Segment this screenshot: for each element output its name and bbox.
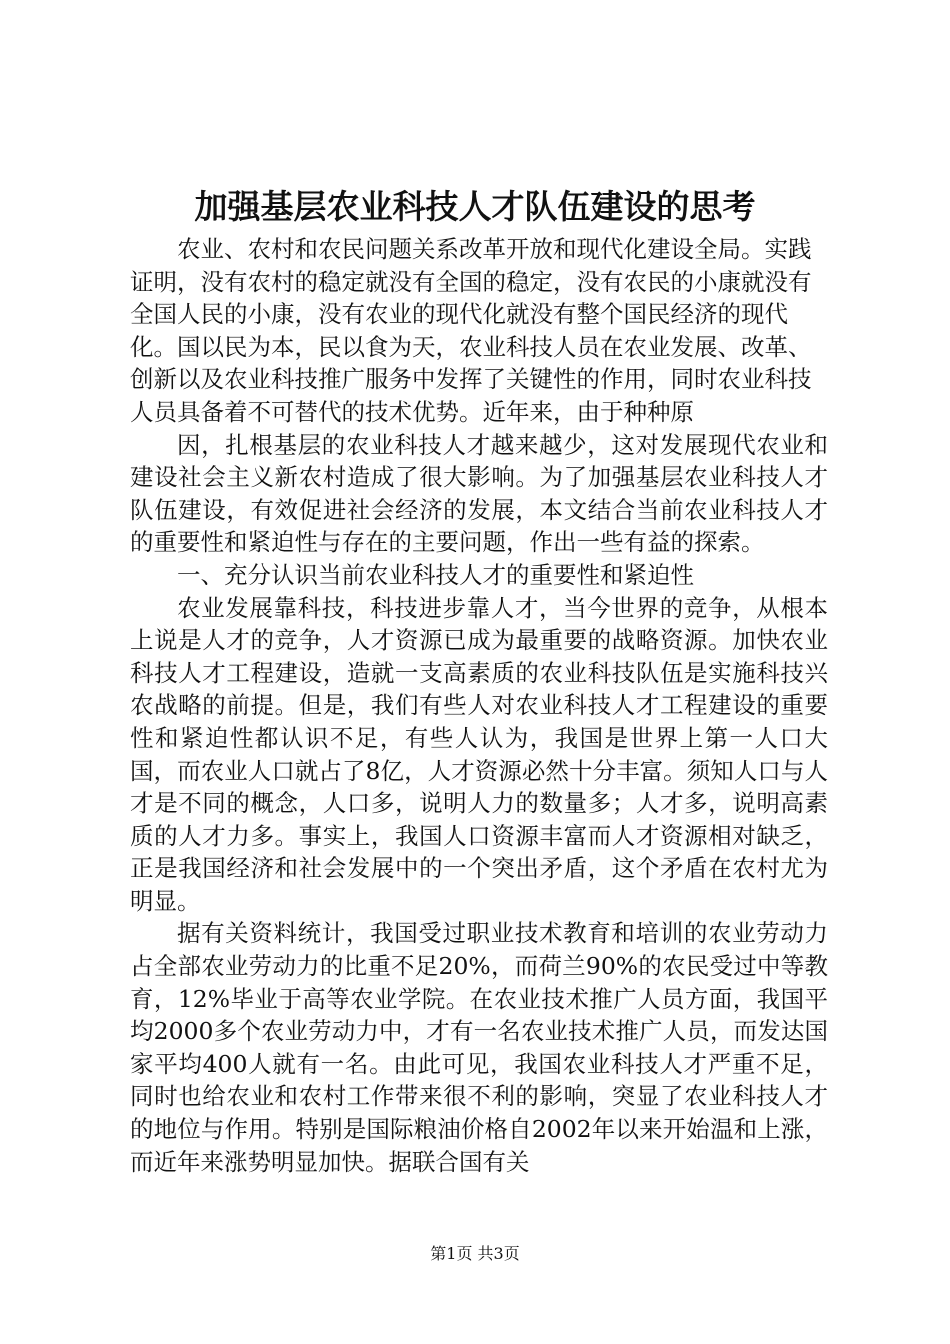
section-heading-1: 一、充分认识当前农业科技人才的重要性和紧迫性	[177, 560, 694, 589]
page-number-footer: 第1页 共3页	[430, 1244, 520, 1263]
paragraph-continuation: 因，扎根基层的农业科技人才越来越少，这对发展现代农业和建设社会主义新农村造成了很大影响。为了加强基层农业科技人才队伍建设，有效促进社会经济的发展，本文结合当前农业科技人才的重要性和紧迫性与存在的主要问题，作出一些有益的探索。	[130, 430, 828, 557]
paragraph-statistics: 据有关资料统计，我国受过职业技术教育和培训的农业劳动力占全部农业劳动力的比重不足20%，而荷兰90%的农民受过中等教育，12%毕业于高等农业学院。在农业技术推广人员方面，我国平均2000多个农业劳动力中，才有一名农业技术推广人员，而发达国家平均400人就有一名。由此可见，我国农业科技人才严重不足，同时也给农业和农村工作带来很不利的影响，突显了农业科技人才的地位与作用。特别是国际粮油价格自2002年以来开始温和上涨，而近年来涨势明显加快。据联合国有关	[130, 919, 828, 1176]
document-body	[130, 233, 828, 1178]
paragraph-intro: 农业、农村和农民问题关系改革开放和现代化建设全局。实践证明，没有农村的稳定就没有全国的稳定，没有农民的小康就没有全国人民的小康，没有农业的现代化就没有整个国民经济的现代化。国以民为本，民以食为天，农业科技人员在农业发展、改革、创新以及农业科技推广服务中发挥了关键性的作用，同时农业科技人员具备着不可替代的技术优势。近年来，由于种种原	[130, 235, 812, 426]
document-title: 加强基层农业科技人才队伍建设的思考	[194, 187, 756, 226]
paragraph-importance: 农业发展靠科技，科技进步靠人才，当今世界的竞争，从根本上说是人才的竞争，人才资源已成为最重要的战略资源。加快农业科技人才工程建设，造就一支高素质的农业科技队伍是实施科技兴农战略的前提。但是，我们有些人对农业科技人才工程建设的重要性和紧迫性都认识不足，有些人认为，我国是世界上第一人口大国，而农业人口就占了8亿，人才资源必然十分丰富。须知人口与人才是不同的概念，人口多，说明人力的数量多；人才多，说明高素质的人才力多。事实上，我国人口资源丰富而人才资源相对缺乏，正是我国经济和社会发展中的一个突出矛盾，这个矛盾在农村尤为明显。	[130, 593, 828, 915]
